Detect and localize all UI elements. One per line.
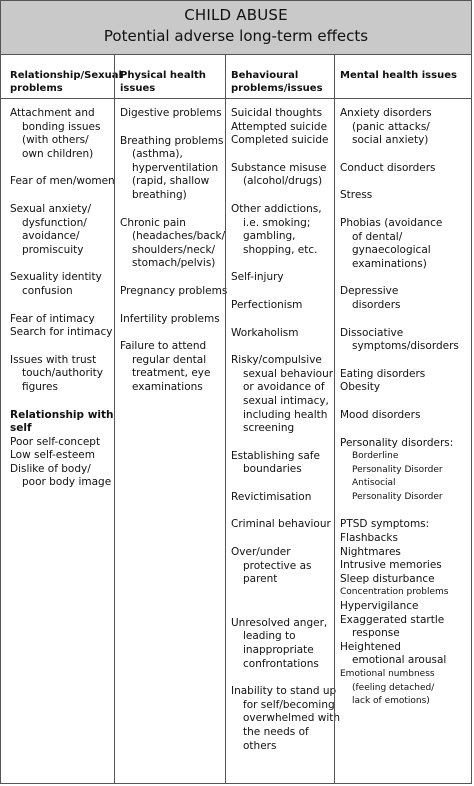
text-line: shopping, etc. [243,243,318,256]
text-line: Risky/compulsive [231,354,322,367]
text-line: of dental/ [352,230,403,243]
list-item [231,354,334,436]
text-line: Sexuality identity [10,271,102,284]
list-item [340,518,467,708]
text-line: Pregnancy problems [120,284,228,297]
text-line: Physical health [120,70,206,81]
text-line: social anxiety) [352,134,429,147]
text-line: leading to [243,630,296,643]
text-line: Personality Disorder [352,464,443,475]
list-item [10,175,115,189]
list-item [340,217,467,271]
text-line: overwhelmed with [243,712,341,725]
text-line: shoulders/neck/ [132,243,216,256]
text-line: emotional arousal [352,654,447,667]
text-line: Depressive [340,285,399,298]
text-line: treatment, eye [132,367,211,380]
text-line: inappropriate [243,644,314,657]
text-line: examinations [132,380,203,393]
text-line: Exaggerated startle [340,613,445,626]
text-line: symptoms/disorders [352,340,459,353]
text-line: Unresolved anger, [231,616,328,629]
text-line: Perfectionism [231,298,303,311]
list-item [231,518,330,532]
text-line: the needs of [243,726,309,738]
text-line: hyperventilation [132,161,219,174]
text-line: Heightened [340,640,401,653]
text-line: confusion [22,284,73,297]
text-line: parent [243,573,278,586]
text-line: Criminal behaviour [231,518,331,531]
text-line: for self/becoming [243,698,335,711]
text-line: Mood disorders [340,408,421,421]
text-line: (asthma), [132,148,183,161]
text-line: screening [243,422,295,435]
subheading: self [10,422,32,435]
list-item [231,491,330,505]
text-line: Digestive problems [120,107,222,119]
text-line: (feeling detached/ [352,682,435,693]
text-line: Suicidal thoughts [231,107,323,119]
text-line: (rapid, shallow [132,175,210,188]
text-line: gynaecological [352,244,431,257]
column-heading [335,55,471,99]
text-line: promiscuity [22,243,84,256]
text-line: Borderline [352,451,399,462]
list-item [120,313,221,327]
text-line: protective as [243,559,312,572]
text-line: Low self-esteem [10,449,95,462]
list-item [10,107,110,161]
text-line: Phobias (avoidance [340,216,443,229]
text-line: Establishing safe [231,449,320,462]
text-line: stomach/pelvis) [132,257,216,270]
text-line: Self-injury [231,271,284,284]
text-line: Anxiety disorders [340,107,432,119]
text-line: own children) [22,147,94,160]
text-line: Nightmares [340,545,401,558]
text-line: Mental health issues [340,70,457,81]
text-line: PTSD symptoms: [340,518,430,531]
text-line: Flashbacks [340,532,398,545]
text-line: Dissociative [340,326,404,339]
text-line: Emotional numbness [340,669,435,679]
list-item [231,327,330,341]
text-line: Behavioural [231,70,299,81]
text-line: confrontations [243,657,319,670]
table-header [1,1,471,55]
text-line: Infertility problems [120,312,220,325]
text-line: or avoidance of [243,381,325,394]
text-line: Poor self-concept [10,435,101,448]
column-mental-health [334,55,471,783]
text-line: Eating disorders [340,367,426,380]
text-line: Stress [340,189,373,202]
text-line: Inability to stand up [231,685,337,698]
list-item [231,203,330,257]
document-subtitle: Potential adverse long-term effects [103,27,369,45]
list-item [340,368,467,395]
column-heading [1,55,122,99]
text-line: touch/authority [22,367,104,380]
list-item [120,340,221,394]
text-line: Hypervigilance [340,600,419,613]
text-line: problems/issues [231,83,323,94]
text-line: gambling, [243,230,296,243]
text-line: Other addictions, [231,202,322,215]
text-line: Intrusive memories [340,559,442,572]
text-line: (panic attacks/ [352,120,430,133]
list-item [10,271,110,298]
text-line: Concentration problems [340,587,449,598]
column-heading [226,55,334,99]
list-item [231,271,330,285]
text-line: disorders [352,298,401,311]
text-line: Over/under [231,546,291,559]
text-line: response [352,627,400,640]
text-line: problems [10,83,63,94]
list-item [340,327,467,354]
text-line: figures [22,380,58,393]
text-line: Sexual anxiety/ [10,202,92,215]
list-item [231,546,330,587]
text-line: Attachment and [10,107,95,119]
list-item [231,299,330,313]
column-relationship-sexual [1,55,122,783]
text-line: Relationship/Sexual [10,70,122,81]
list-item [120,284,228,299]
list-item [340,162,467,176]
list-item [10,203,110,257]
text-line: Chronic pain [120,216,186,229]
text-line: Sleep disturbance [340,572,435,585]
text-line: Personality disorders: [340,436,454,449]
text-line: Revictimisation [231,490,312,503]
list-item [340,285,467,312]
text-line: sexual behaviour [243,367,334,380]
text-line: poor body image [22,476,112,489]
column-heading [115,55,225,99]
list-item [231,617,330,671]
text-line: Conduct disorders [340,161,436,174]
text-line: boundaries [243,463,302,476]
list-item [231,162,330,189]
text-line: (headaches/back/ [132,230,226,243]
list-item [120,107,221,121]
text-line: Issues with trust [10,353,97,366]
list-item [10,312,113,340]
text-line: Dislike of body/ [10,462,91,475]
text-line: lack of emotions) [352,696,430,707]
list-item [120,216,226,271]
text-line: others [243,739,277,752]
text-line: Personality Disorder [352,491,443,502]
text-line: bonding issues [22,120,101,133]
document-title: CHILD ABUSE [184,6,288,24]
text-line: breathing) [132,188,187,201]
text-line: Workaholism [231,326,299,339]
text-line: Antisocial [352,478,396,489]
text-line: (alcohol/drugs) [243,175,323,188]
list-item [340,409,467,423]
text-line: avoidance/ [22,230,80,243]
list-item [340,189,467,203]
list-item [231,107,330,148]
subheading: Relationship with [10,408,114,421]
list-item [340,437,467,505]
text-line: Fear of intimacy [10,312,95,325]
text-line: dysfunction/ [22,216,87,229]
text-line: sexual intimacy, [243,394,329,407]
text-line: examinations) [352,257,427,270]
text-line: Completed suicide [231,134,329,147]
text-line: Breathing problems [120,134,224,147]
text-line: issues [120,83,156,94]
text-line: Fear of men/women [10,175,115,188]
text-line: Substance misuse [231,161,327,174]
text-line: regular dental [132,353,207,366]
column-physical-health [114,55,228,783]
text-line: i.e. smoking; [243,216,311,229]
effects-table [1,55,471,783]
list-item [340,107,467,148]
list-item [231,450,330,477]
list-item [10,354,110,395]
list-item [120,134,224,203]
list-item [231,685,341,753]
text-line: Search for intimacy [10,326,113,339]
text-line: Attempted suicide [231,120,328,133]
list-item [10,408,114,491]
text-line: Obesity [340,381,381,394]
text-line: including health [243,408,328,421]
text-line: (with others/ [22,134,89,147]
text-line: Failure to attend [120,340,207,353]
column-behavioural [225,55,341,783]
